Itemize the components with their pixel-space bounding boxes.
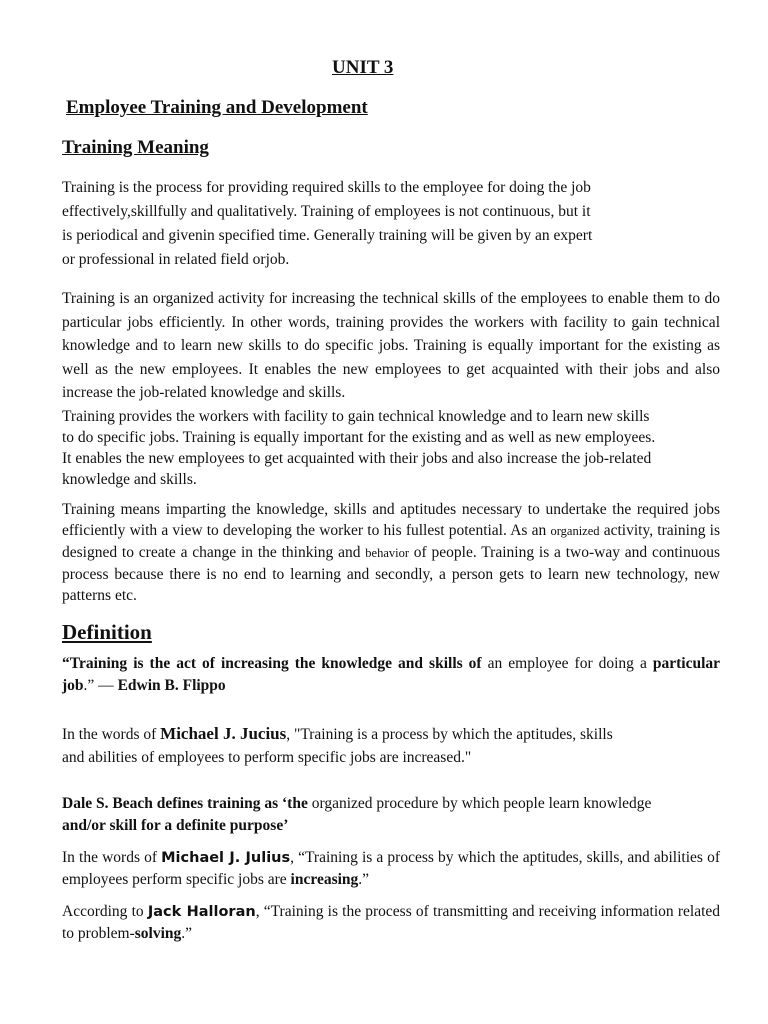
unit-heading: UNIT 3 bbox=[332, 57, 394, 78]
text-run: , “Training is a process by which the aptitudes, skills, and abilities of employees perform specific jobs are bbox=[62, 849, 720, 888]
text-run-small: behavior bbox=[365, 546, 409, 560]
text-run: organized procedure by which people learn knowledge bbox=[307, 795, 652, 812]
text-line bbox=[62, 793, 720, 815]
text-line: It enables the new employees to get acquainted with their jobs and also increase the job-related bbox=[62, 450, 652, 467]
definition-halloran bbox=[62, 901, 720, 944]
text-run: .” bbox=[358, 871, 370, 888]
quote-bold: particular job bbox=[62, 655, 721, 694]
text-line: to do specific jobs. Training is equally important for the existing and as well as new employees. bbox=[62, 429, 656, 446]
text-run: In the words of bbox=[62, 726, 161, 743]
author-name: Michael J. Jucius bbox=[160, 724, 287, 743]
text-line: knowledge and skills. bbox=[62, 471, 197, 488]
text-run: activity, training is designed to create a change in the thinking and bbox=[62, 522, 720, 561]
text-line-bold: and/or skill for a definite purpose’ bbox=[62, 817, 289, 834]
section-heading-definition: Definition bbox=[62, 620, 152, 644]
definition-jucius bbox=[62, 722, 682, 769]
text-line: Training is the process for providing required skills to the employee for doing the job bbox=[62, 179, 591, 196]
text-run: of people. Training is a two-way and continuous process because there is no end to learning and secondly, a person gets to learn new technology, new patterns etc. bbox=[62, 544, 720, 604]
text-line: is periodical and givenin specified time. Generally training will be given by an expert bbox=[62, 227, 593, 244]
text-run-bold: increasing bbox=[290, 871, 359, 888]
quote-text: an employee for doing a bbox=[481, 655, 647, 672]
definition-beach bbox=[62, 793, 720, 837]
text-line: Training provides the workers with facility to gain technical knowledge and to learn new skills bbox=[62, 408, 650, 425]
section-heading-training-meaning: Training Meaning bbox=[62, 137, 209, 158]
text-line: and abilities of employees to perform specific jobs are increased." bbox=[62, 749, 472, 766]
text-run-bold: solving bbox=[134, 925, 182, 942]
paragraph-meaning-2: Training is an organized activity for increasing the technical skills of the employees to enable them to do particular jobs efficiently. In other words, training provides the workers with facility to gain technical knowledge and to learn new skills to do specific jobs. Training is equally important for the existing as well as the new employees. It enables the new employees to get acquainted with their jobs and also increase the job-related knowledge and skills. bbox=[62, 290, 720, 401]
author-name: Edwin B. Flippo bbox=[117, 677, 226, 694]
text-run: According to bbox=[62, 903, 148, 920]
paragraph-meaning-4 bbox=[62, 499, 720, 606]
paragraph-meaning-1 bbox=[62, 176, 674, 272]
text-run: .” bbox=[181, 925, 193, 942]
definition-flippo bbox=[62, 653, 720, 697]
author-name: Jack Halloran bbox=[147, 904, 256, 920]
definition-julius bbox=[62, 847, 720, 890]
text-run: , "Training is a process by which the aptitudes, skills bbox=[286, 726, 613, 743]
text-line: or professional in related field orjob. bbox=[62, 251, 290, 268]
text-run: In the words of bbox=[62, 849, 162, 866]
text-run: Training means imparting the knowledge, skills and aptitudes necessary to undertake the required jobs efficiently with a view to developing the worker to his fullest potential. As an bbox=[62, 501, 720, 539]
author-name: Michael J. Julius bbox=[161, 850, 291, 866]
text-line: effectively,skillfully and qualitatively. Training of employees is not continuous, but it bbox=[62, 203, 591, 220]
text-run-small: organized bbox=[550, 524, 600, 538]
document-title: Employee Training and Development bbox=[66, 97, 368, 118]
text-line bbox=[62, 722, 682, 746]
quote-text: .” — bbox=[83, 677, 118, 694]
text-run-bold: defines training as ‘the bbox=[152, 795, 308, 812]
quote-bold: “Training is the act of increasing the knowledge and skills of bbox=[62, 655, 482, 672]
paragraph-meaning-3 bbox=[62, 406, 720, 490]
text-run: , “Training is the process of transmitting and receiving information related to problem- bbox=[62, 903, 721, 942]
author-name: Dale S. Beach bbox=[62, 795, 153, 812]
